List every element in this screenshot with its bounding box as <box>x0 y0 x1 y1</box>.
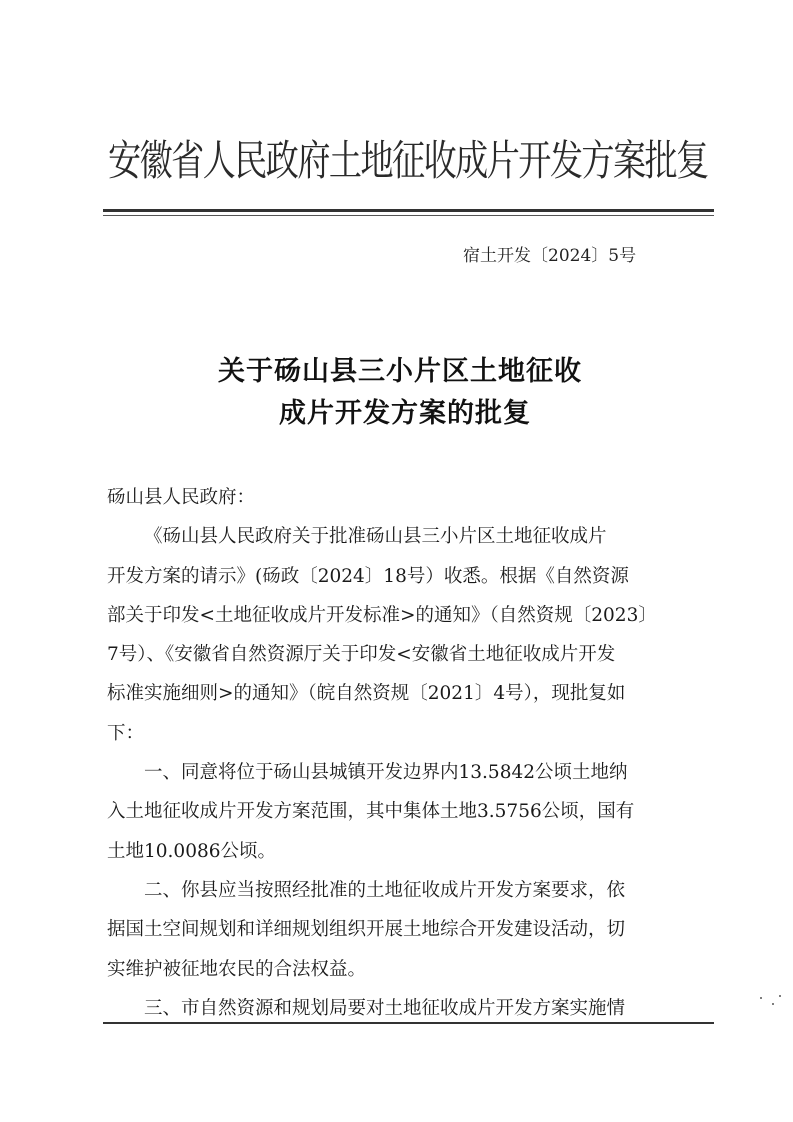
paragraph-line: 二、你县应当按照经批准的土地征收成片开发方案要求，依 <box>144 879 626 901</box>
paragraph-line: 入土地征收成片开发方案范围，其中集体土地3.5756公顷，国有 <box>107 801 635 823</box>
paragraph-line: 7号）、《安徽省自然资源厅关于印发<安徽省土地征收成片开发 <box>107 644 616 666</box>
paragraph-line: 土地10.0086公顷。 <box>107 840 277 862</box>
masthead-rule-thin <box>103 215 714 216</box>
scan-speck <box>779 995 781 997</box>
document-title-line-1: 关于砀山县三小片区土地征收 <box>218 356 582 387</box>
paragraph-line: 一、同意将位于砀山县城镇开发边界内13.5842公顷土地纳 <box>144 762 628 784</box>
paragraph-line: 开发方案的请示》(砀政〔2024〕18号）收悉。根据《自然资源 <box>107 565 629 587</box>
paragraph-line: 《砀山县人民政府关于批准砀山县三小片区土地征收成片 <box>144 526 607 548</box>
masthead-title: 安徽省人民政府土地征收成片开发方案批复 <box>108 136 708 185</box>
scan-speck <box>760 997 762 999</box>
document-number: 宿土开发〔2024〕5号 <box>463 246 637 266</box>
document-body <box>107 478 710 1028</box>
paragraph-line: 标准实施细则>的通知》（皖自然资规〔2021〕4号），现批复如 <box>107 683 626 705</box>
footer-rule <box>103 1022 714 1024</box>
paragraph-line: 据国土空间规划和详细规划组织开展土地综合开发建设活动，切 <box>107 919 626 941</box>
paragraph-line: 下： <box>107 722 145 744</box>
scan-speck <box>772 1003 774 1005</box>
paragraph-line: 部关于印发<土地征收成片开发标准>的通知》（自然资规〔2023〕 <box>107 604 657 626</box>
paragraph-line: 实维护被征地农民的合法权益。 <box>107 958 367 980</box>
document-title-line-2: 成片开发方案的批复 <box>279 398 531 429</box>
masthead-rule-thick <box>103 209 714 212</box>
paragraph-line: 三、市自然资源和规划局要对土地征收成片开发方案实施情 <box>144 997 626 1019</box>
addressee: 砀山县人民政府： <box>107 487 256 508</box>
